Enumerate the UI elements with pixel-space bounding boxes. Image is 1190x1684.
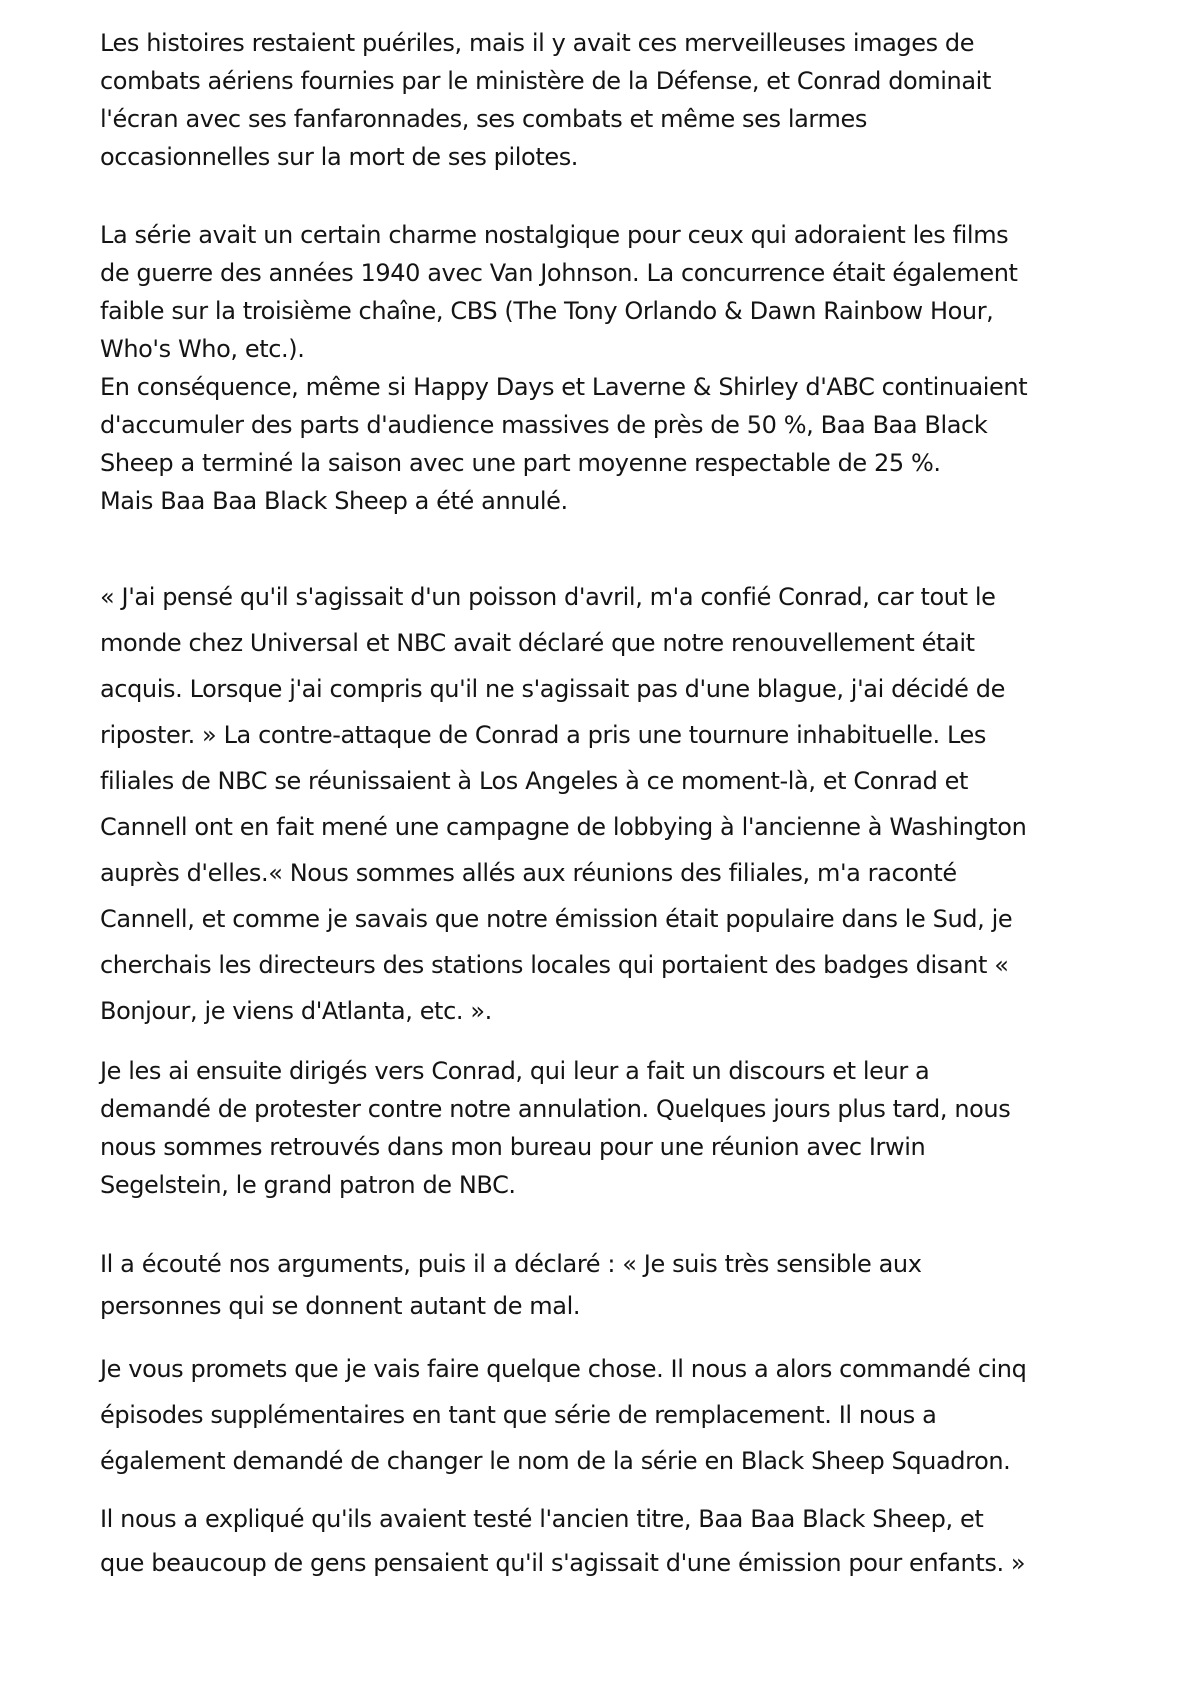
- text-line: l'écran avec ses fanfaronnades, ses combats et même ses larmes: [100, 105, 867, 133]
- text-line: riposter. » La contre-attaque de Conrad a pris une tournure inhabituelle. Les: [100, 721, 986, 749]
- text-line: Les histoires restaient puériles, mais il y avait ces merveilleuses images de: [100, 29, 975, 57]
- text-line: de guerre des années 1940 avec Van Johnson. La concurrence était également: [100, 259, 1018, 287]
- text-line: Who's Who, etc.).: [100, 335, 305, 363]
- text-line: épisodes supplémentaires en tant que série de remplacement. Il nous a: [100, 1401, 937, 1429]
- text-line: monde chez Universal et NBC avait déclaré que notre renouvellement était: [100, 629, 975, 657]
- text-line: auprès d'elles.« Nous sommes allés aux réunions des filiales, m'a raconté: [100, 859, 957, 887]
- text-line: nous sommes retrouvés dans mon bureau pour une réunion avec Irwin: [100, 1133, 926, 1161]
- paragraph-3-quote: [100, 574, 1140, 1034]
- paragraph-4: [100, 1052, 1140, 1204]
- paragraph-7: [100, 1497, 1140, 1585]
- text-line: Je les ai ensuite dirigés vers Conrad, qui leur a fait un discours et leur a: [100, 1057, 930, 1085]
- paragraph-6: [100, 1346, 1140, 1484]
- text-line: Segelstein, le grand patron de NBC.: [100, 1171, 516, 1199]
- text-line: Je vous promets que je vais faire quelque chose. Il nous a alors commandé cinq: [100, 1355, 1027, 1383]
- text-line: Sheep a terminé la saison avec une part moyenne respectable de 25 %.: [100, 449, 941, 477]
- text-line: Bonjour, je viens d'Atlanta, etc. ».: [100, 997, 492, 1025]
- text-line: En conséquence, même si Happy Days et Laverne & Shirley d'ABC continuaient: [100, 373, 1028, 401]
- text-line: acquis. Lorsque j'ai compris qu'il ne s'agissait pas d'une blague, j'ai décidé de: [100, 675, 1005, 703]
- text-line: « J'ai pensé qu'il s'agissait d'un poisson d'avril, m'a confié Conrad, car tout le: [100, 583, 996, 611]
- text-line: La série avait un certain charme nostalgique pour ceux qui adoraient les films: [100, 221, 1009, 249]
- text-line: Mais Baa Baa Black Sheep a été annulé.: [100, 487, 568, 515]
- text-line: personnes qui se donnent autant de mal.: [100, 1292, 581, 1320]
- paragraph-5: [100, 1243, 1140, 1327]
- text-line: combats aériens fournies par le ministère de la Défense, et Conrad dominait: [100, 67, 991, 95]
- text-line: Il nous a expliqué qu'ils avaient testé l'ancien titre, Baa Baa Black Sheep, et: [100, 1505, 984, 1533]
- text-line: demandé de protester contre notre annulation. Quelques jours plus tard, nous: [100, 1095, 1011, 1123]
- paragraph-2: [100, 216, 1140, 520]
- text-line: Cannell ont en fait mené une campagne de lobbying à l'ancienne à Washington: [100, 813, 1027, 841]
- text-line: également demandé de changer le nom de la série en Black Sheep Squadron.: [100, 1447, 1011, 1475]
- text-line: faible sur la troisième chaîne, CBS (The Tony Orlando & Dawn Rainbow Hour,: [100, 297, 994, 325]
- text-line: filiales de NBC se réunissaient à Los Angeles à ce moment-là, et Conrad et: [100, 767, 969, 795]
- text-line: Il a écouté nos arguments, puis il a déclaré : « Je suis très sensible aux: [100, 1250, 922, 1278]
- text-line: Cannell, et comme je savais que notre émission était populaire dans le Sud, je: [100, 905, 1013, 933]
- text-line: cherchais les directeurs des stations locales qui portaient des badges disant «: [100, 951, 1009, 979]
- text-line: occasionnelles sur la mort de ses pilotes.: [100, 143, 579, 171]
- text-line: d'accumuler des parts d'audience massives de près de 50 %, Baa Baa Black: [100, 411, 988, 439]
- text-line: que beaucoup de gens pensaient qu'il s'agissait d'une émission pour enfants. »: [100, 1549, 1026, 1577]
- paragraph-1: [100, 24, 1140, 176]
